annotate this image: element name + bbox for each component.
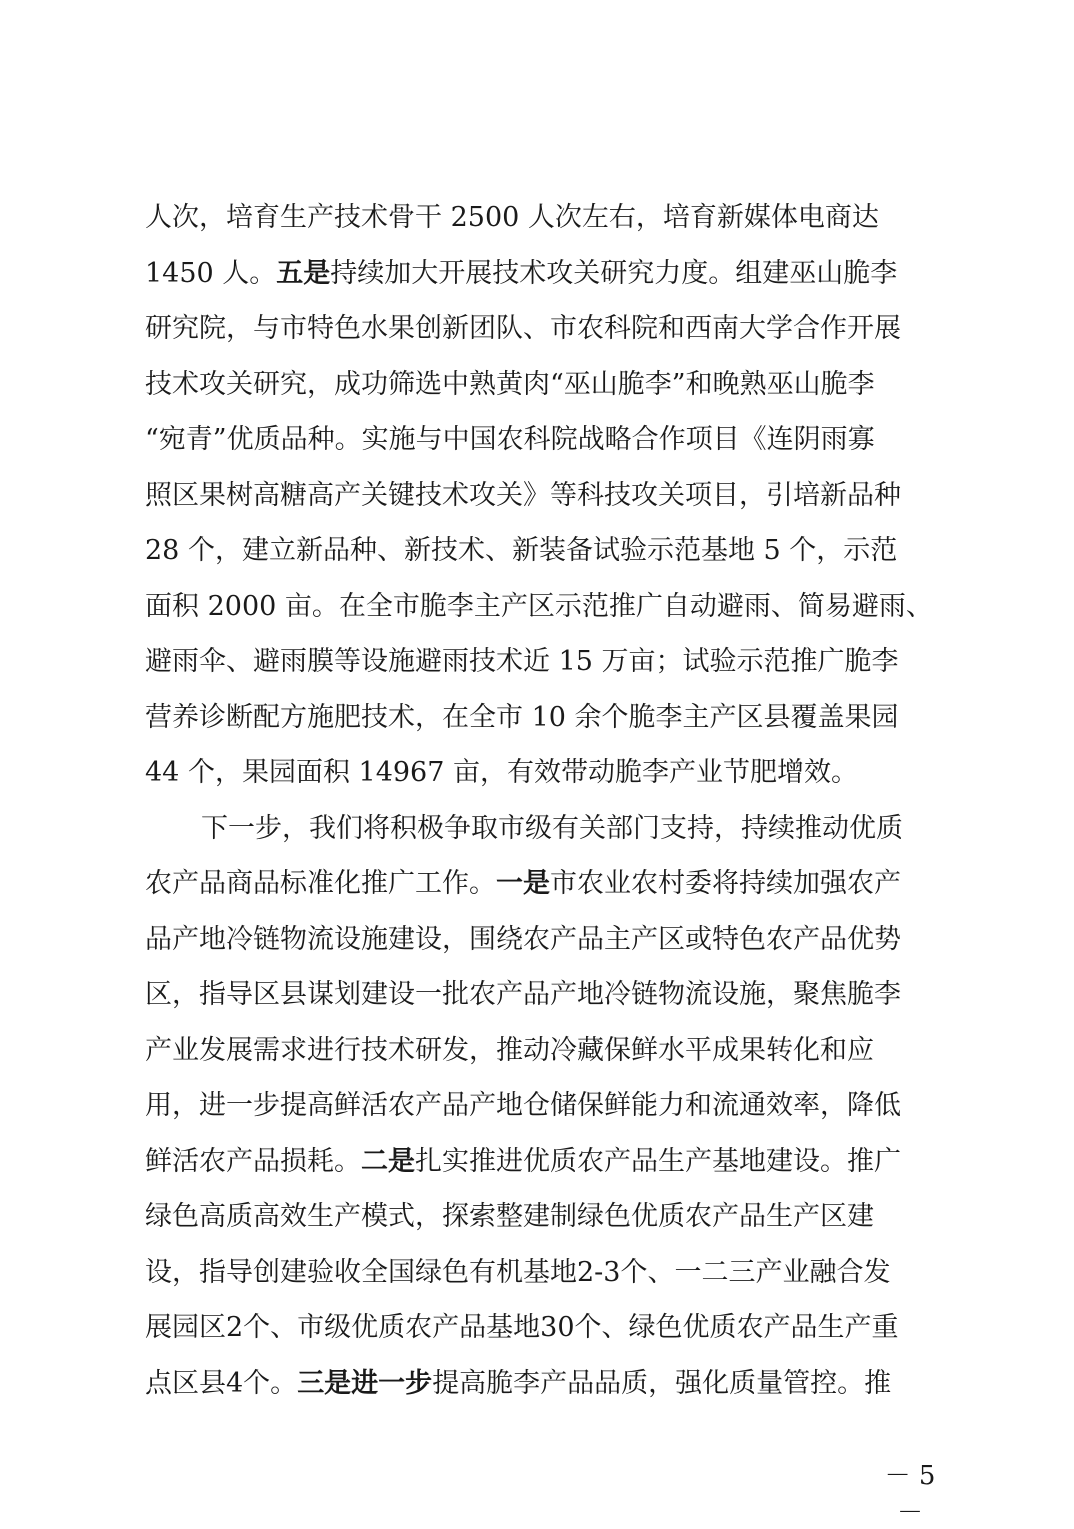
text-line: 设，指导创建验收全国绿色有机基地2-3个、一二三产业融合发 — [145, 1256, 891, 1288]
bold-marker: 一是 — [496, 868, 550, 899]
text-line: 绿色高质高效生产模式，探索整建制绿色优质农产品生产区建 — [145, 1201, 874, 1232]
text-line: 展园区2个、市级优质农产品基地30个、绿色优质农产品生产重 — [145, 1312, 899, 1343]
text-run: 扎实推进优质农产品生产基地建设。推广 — [415, 1145, 901, 1177]
text-line: 避雨伞、避雨膜等设施避雨技术近 15 万亩；试验示范推广脆李 — [145, 646, 899, 677]
text-line — [145, 856, 945, 912]
bold-marker: 二是 — [361, 1145, 415, 1177]
text-run: 点区县4个。 — [145, 1367, 298, 1399]
text-line: 面积 2000 亩。在全市脆李主产区示范推广自动避雨、简易避雨、 — [145, 590, 933, 622]
text-line — [145, 1356, 945, 1412]
text-line: 技术攻关研究，成功筛选中熟黄肉“巫山脆李”和晚熟巫山脆李 — [145, 368, 875, 400]
text-line: 研究院，与市特色水果创新团队、市农科院和西南大学合作开展 — [145, 313, 901, 344]
text-run: 持续加大开展技术攻关研究力度。组建巫山脆李 — [330, 257, 898, 289]
document-body — [145, 190, 945, 1411]
page-number: － 5 － — [884, 1461, 936, 1528]
text-line: 44 个，果园面积 14967 亩，有效带动脆李产业节肥增效。 — [145, 757, 858, 788]
text-run: 鲜活农产品损耗。 — [145, 1145, 361, 1177]
text-line: “宛青”优质品种。实施与中国农科院战略合作项目《连阴雨寡 — [145, 424, 875, 455]
text-line: 用，进一步提高鲜活农产品产地仓储保鲜能力和流通效率，降低 — [145, 1090, 901, 1121]
text-line: 品产地冷链物流设施建设，围绕农产品主产区或特色农产品优势 — [145, 923, 901, 955]
text-line: 28 个，建立新品种、新技术、新装备试验示范基地 5 个，示范 — [145, 535, 898, 566]
text-run: 市农业农村委将持续加强农产 — [550, 868, 901, 899]
text-line: 产业发展需求进行技术研发，推动冷藏保鲜水平成果转化和应 — [145, 1034, 874, 1066]
bold-marker: 三是进一步 — [297, 1367, 433, 1399]
bold-marker: 五是 — [276, 257, 331, 289]
text-line — [145, 1134, 945, 1190]
text-line: 人次，培育生产技术骨干 2500 人次左右，培育新媒体电商达 — [145, 202, 879, 233]
text-run: 1450 人。 — [145, 257, 277, 289]
text-line — [145, 246, 945, 302]
text-line: 下一步，我们将积极争取市级有关部门支持，持续推动优质 — [201, 812, 903, 844]
text-line: 照区果树高糖高产关键技术攻关》等科技攻关项目，引培新品种 — [145, 479, 901, 511]
text-line: 区，指导区县谋划建设一批农产品产地冷链物流设施，聚焦脆李 — [145, 979, 901, 1010]
text-run: 提高脆李产品品质，强化质量管控。推 — [432, 1367, 892, 1399]
text-run: 农产品商品标准化推广工作。 — [145, 868, 496, 899]
text-line: 营养诊断配方施肥技术，在全市 10 余个脆李主产区县覆盖果园 — [145, 701, 899, 733]
